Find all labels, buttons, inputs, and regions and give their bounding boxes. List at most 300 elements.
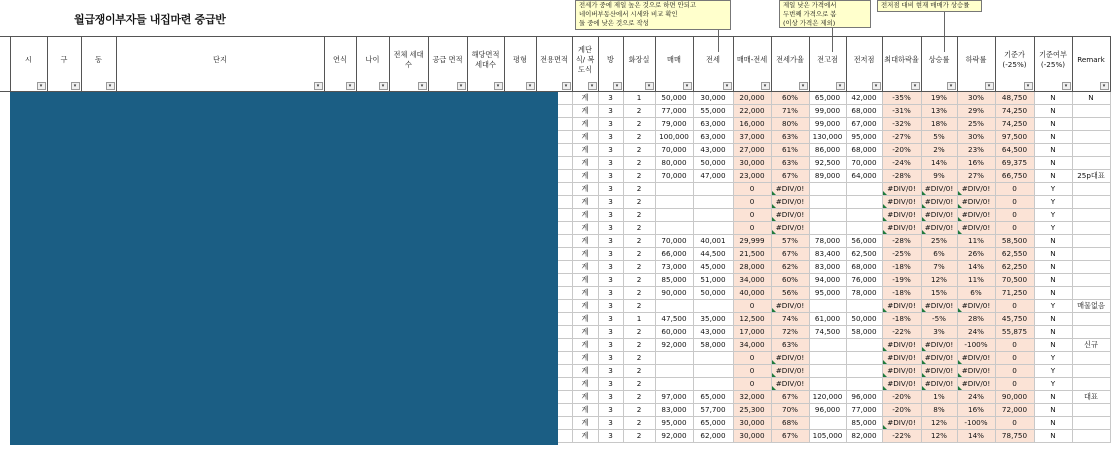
dropdown-filter-icon[interactable]: ▾ xyxy=(761,82,770,90)
table-cell[interactable]: 30,000 xyxy=(733,430,771,443)
table-cell[interactable]: 34,000 xyxy=(733,274,771,287)
table-cell[interactable]: 21,500 xyxy=(733,248,771,261)
table-cell[interactable]: 3 xyxy=(598,287,623,300)
table-cell[interactable]: 계 xyxy=(572,261,598,274)
table-cell[interactable]: 48,750 xyxy=(995,92,1034,105)
table-cell[interactable]: 12% xyxy=(921,430,957,443)
table-cell[interactable]: 3 xyxy=(598,105,623,118)
dropdown-filter-icon[interactable]: ▾ xyxy=(799,82,808,90)
table-cell[interactable]: #DIV/0! xyxy=(921,300,957,313)
column-header[interactable] xyxy=(598,37,623,92)
table-cell[interactable] xyxy=(655,209,693,222)
table-cell[interactable]: 63% xyxy=(771,131,809,144)
table-cell[interactable]: N xyxy=(1034,105,1072,118)
table-cell[interactable]: #DIV/0! xyxy=(957,300,995,313)
table-cell[interactable]: 2 xyxy=(623,287,655,300)
table-cell[interactable]: #DIV/0! xyxy=(921,378,957,391)
table-cell[interactable]: N xyxy=(1034,170,1072,183)
table-cell[interactable]: 27,000 xyxy=(733,144,771,157)
table-cell[interactable]: 44,500 xyxy=(693,248,733,261)
table-cell[interactable] xyxy=(1072,196,1110,209)
table-cell[interactable]: 34,000 xyxy=(733,339,771,352)
table-cell[interactable]: Y xyxy=(1034,365,1072,378)
table-cell[interactable]: 63,000 xyxy=(693,131,733,144)
table-cell[interactable]: 47,000 xyxy=(693,170,733,183)
table-cell[interactable]: -100% xyxy=(957,417,995,430)
table-cell[interactable]: #DIV/0! xyxy=(957,352,995,365)
table-cell[interactable]: 0 xyxy=(733,365,771,378)
table-cell[interactable]: 3 xyxy=(598,430,623,443)
table-cell[interactable]: #DIV/0! xyxy=(771,183,809,196)
dropdown-filter-icon[interactable]: ▾ xyxy=(379,82,388,90)
table-cell[interactable]: 77,000 xyxy=(655,105,693,118)
table-cell[interactable] xyxy=(655,196,693,209)
table-cell[interactable]: 계 xyxy=(572,105,598,118)
table-cell[interactable]: 1 xyxy=(623,313,655,326)
table-cell[interactable]: 82,000 xyxy=(846,430,882,443)
table-cell[interactable]: 매물없음 xyxy=(1072,300,1110,313)
table-cell[interactable] xyxy=(1072,118,1110,131)
table-cell[interactable]: 83,000 xyxy=(809,261,846,274)
table-cell[interactable]: 계 xyxy=(572,352,598,365)
table-cell[interactable]: 계 xyxy=(572,339,598,352)
table-cell[interactable]: 계 xyxy=(572,248,598,261)
column-header[interactable] xyxy=(324,37,356,92)
table-cell[interactable]: 28% xyxy=(957,313,995,326)
table-cell[interactable]: 2 xyxy=(623,144,655,157)
table-cell[interactable]: 계 xyxy=(572,170,598,183)
table-cell[interactable]: 62,000 xyxy=(693,430,733,443)
table-cell[interactable]: 2 xyxy=(623,196,655,209)
table-cell[interactable]: -27% xyxy=(882,131,921,144)
table-cell[interactable]: #DIV/0! xyxy=(921,352,957,365)
table-cell[interactable]: 55,000 xyxy=(693,105,733,118)
table-cell[interactable]: 14% xyxy=(957,430,995,443)
table-cell[interactable]: 74% xyxy=(771,313,809,326)
table-cell[interactable]: 0 xyxy=(995,378,1034,391)
table-cell[interactable]: #DIV/0! xyxy=(921,222,957,235)
table-cell[interactable]: N xyxy=(1034,157,1072,170)
column-header[interactable] xyxy=(995,37,1034,92)
table-cell[interactable] xyxy=(809,300,846,313)
table-cell[interactable] xyxy=(1072,144,1110,157)
table-cell[interactable]: 64,000 xyxy=(846,170,882,183)
table-cell[interactable]: 계 xyxy=(572,391,598,404)
table-cell[interactable]: 40,001 xyxy=(693,235,733,248)
table-cell[interactable]: N xyxy=(1072,92,1110,105)
table-cell[interactable]: 2% xyxy=(921,144,957,157)
table-cell[interactable]: 63,000 xyxy=(693,118,733,131)
table-cell[interactable]: 85,000 xyxy=(846,417,882,430)
table-cell[interactable]: 64,500 xyxy=(995,144,1034,157)
table-cell[interactable]: 3 xyxy=(598,339,623,352)
table-cell[interactable]: 8% xyxy=(921,404,957,417)
table-cell[interactable]: 15% xyxy=(921,287,957,300)
table-cell[interactable] xyxy=(809,365,846,378)
table-cell[interactable]: 99,000 xyxy=(809,118,846,131)
table-cell[interactable]: 0 xyxy=(995,417,1034,430)
table-cell[interactable] xyxy=(1072,313,1110,326)
table-cell[interactable]: 67% xyxy=(771,430,809,443)
table-cell[interactable]: 2 xyxy=(623,274,655,287)
table-cell[interactable] xyxy=(846,183,882,196)
table-cell[interactable]: 7% xyxy=(921,261,957,274)
table-cell[interactable]: 72% xyxy=(771,326,809,339)
table-cell[interactable]: 71,250 xyxy=(995,287,1034,300)
table-cell[interactable]: 95,000 xyxy=(809,287,846,300)
table-cell[interactable]: 32,000 xyxy=(733,391,771,404)
table-cell[interactable]: 16% xyxy=(957,404,995,417)
table-cell[interactable]: 6% xyxy=(957,287,995,300)
dropdown-filter-icon[interactable]: ▾ xyxy=(588,82,597,90)
table-cell[interactable]: #DIV/0! xyxy=(771,196,809,209)
table-cell[interactable]: 30% xyxy=(957,131,995,144)
table-cell[interactable]: 56,000 xyxy=(846,235,882,248)
table-cell[interactable]: -28% xyxy=(882,170,921,183)
table-cell[interactable]: 3 xyxy=(598,391,623,404)
table-cell[interactable]: 3 xyxy=(598,144,623,157)
table-cell[interactable]: 92,000 xyxy=(655,339,693,352)
table-cell[interactable]: 2 xyxy=(623,365,655,378)
table-cell[interactable]: -19% xyxy=(882,274,921,287)
table-cell[interactable]: 65,000 xyxy=(693,391,733,404)
table-cell[interactable]: 2 xyxy=(623,339,655,352)
table-cell[interactable]: -22% xyxy=(882,326,921,339)
table-cell[interactable]: 3 xyxy=(598,274,623,287)
table-cell[interactable]: 95,000 xyxy=(846,131,882,144)
table-cell[interactable]: 97,000 xyxy=(655,391,693,404)
table-cell[interactable]: 3 xyxy=(598,365,623,378)
table-cell[interactable]: 96,000 xyxy=(809,404,846,417)
table-cell[interactable] xyxy=(1072,209,1110,222)
table-cell[interactable]: 2 xyxy=(623,222,655,235)
table-cell[interactable]: -35% xyxy=(882,92,921,105)
dropdown-filter-icon[interactable]: ▾ xyxy=(872,82,881,90)
table-cell[interactable]: 16,000 xyxy=(733,118,771,131)
dropdown-filter-icon[interactable]: ▾ xyxy=(645,82,654,90)
table-cell[interactable] xyxy=(1072,326,1110,339)
table-cell[interactable]: N xyxy=(1034,313,1072,326)
table-cell[interactable] xyxy=(1072,352,1110,365)
table-cell[interactable] xyxy=(809,417,846,430)
column-header[interactable] xyxy=(10,37,47,92)
column-header[interactable] xyxy=(1072,37,1110,92)
table-cell[interactable]: 5% xyxy=(921,131,957,144)
table-cell[interactable]: 3 xyxy=(598,92,623,105)
table-cell[interactable]: 0 xyxy=(733,352,771,365)
table-cell[interactable]: 0 xyxy=(733,183,771,196)
dropdown-filter-icon[interactable]: ▾ xyxy=(562,82,571,90)
table-cell[interactable]: 58,500 xyxy=(995,235,1034,248)
table-cell[interactable]: 50,000 xyxy=(693,157,733,170)
table-cell[interactable]: 계 xyxy=(572,144,598,157)
table-cell[interactable] xyxy=(846,378,882,391)
table-cell[interactable]: 78,000 xyxy=(846,287,882,300)
table-cell[interactable]: Y xyxy=(1034,196,1072,209)
table-cell[interactable]: 78,000 xyxy=(809,235,846,248)
table-cell[interactable]: 0 xyxy=(995,352,1034,365)
table-cell[interactable]: 77,000 xyxy=(846,404,882,417)
table-cell[interactable] xyxy=(846,222,882,235)
table-cell[interactable]: 0 xyxy=(995,300,1034,313)
table-cell[interactable]: 16% xyxy=(957,157,995,170)
table-cell[interactable]: N xyxy=(1034,261,1072,274)
table-cell[interactable]: #DIV/0! xyxy=(921,209,957,222)
column-header[interactable] xyxy=(957,37,995,92)
table-cell[interactable]: 계 xyxy=(572,300,598,313)
table-cell[interactable]: 28,000 xyxy=(733,261,771,274)
table-cell[interactable]: 12% xyxy=(921,417,957,430)
column-header[interactable] xyxy=(921,37,957,92)
table-cell[interactable]: 70,000 xyxy=(655,235,693,248)
table-cell[interactable] xyxy=(1072,404,1110,417)
table-cell[interactable]: #DIV/0! xyxy=(882,196,921,209)
table-cell[interactable]: #DIV/0! xyxy=(921,183,957,196)
column-header[interactable] xyxy=(809,37,846,92)
dropdown-filter-icon[interactable]: ▾ xyxy=(314,82,323,90)
table-cell[interactable]: #DIV/0! xyxy=(957,196,995,209)
table-cell[interactable]: 3 xyxy=(598,313,623,326)
table-cell[interactable]: 6% xyxy=(921,248,957,261)
table-cell[interactable]: 계 xyxy=(572,157,598,170)
table-cell[interactable]: 3 xyxy=(598,209,623,222)
table-cell[interactable]: 65,000 xyxy=(809,92,846,105)
table-cell[interactable] xyxy=(1072,235,1110,248)
table-cell[interactable]: 35,000 xyxy=(693,313,733,326)
table-cell[interactable]: 66,000 xyxy=(655,248,693,261)
table-cell[interactable]: 계 xyxy=(572,313,598,326)
table-cell[interactable]: 86,000 xyxy=(809,144,846,157)
table-cell[interactable]: #DIV/0! xyxy=(882,222,921,235)
table-cell[interactable]: 2 xyxy=(623,131,655,144)
table-cell[interactable]: 62% xyxy=(771,261,809,274)
table-cell[interactable]: 계 xyxy=(572,404,598,417)
table-cell[interactable] xyxy=(809,339,846,352)
table-cell[interactable]: 70,000 xyxy=(655,170,693,183)
table-cell[interactable]: 12% xyxy=(921,274,957,287)
table-cell[interactable]: N xyxy=(1034,248,1072,261)
table-cell[interactable]: 0 xyxy=(733,300,771,313)
table-cell[interactable] xyxy=(1072,417,1110,430)
table-cell[interactable]: #DIV/0! xyxy=(957,183,995,196)
table-cell[interactable]: 3 xyxy=(598,261,623,274)
table-cell[interactable]: 25% xyxy=(921,235,957,248)
table-cell[interactable]: 58,000 xyxy=(693,339,733,352)
table-cell[interactable]: 51,000 xyxy=(693,274,733,287)
table-cell[interactable]: 80% xyxy=(771,118,809,131)
table-cell[interactable]: -20% xyxy=(882,391,921,404)
table-cell[interactable]: 계 xyxy=(572,209,598,222)
column-header[interactable] xyxy=(846,37,882,92)
table-cell[interactable]: 17,000 xyxy=(733,326,771,339)
table-cell[interactable]: 3 xyxy=(598,118,623,131)
table-cell[interactable]: 22,000 xyxy=(733,105,771,118)
table-cell[interactable]: 계 xyxy=(572,222,598,235)
dropdown-filter-icon[interactable]: ▾ xyxy=(526,82,535,90)
table-cell[interactable]: 30% xyxy=(957,92,995,105)
table-cell[interactable] xyxy=(693,183,733,196)
table-cell[interactable]: 30,000 xyxy=(733,417,771,430)
table-cell[interactable]: #DIV/0! xyxy=(882,352,921,365)
table-cell[interactable]: 계 xyxy=(572,131,598,144)
table-cell[interactable]: 계 xyxy=(572,326,598,339)
table-cell[interactable]: Y xyxy=(1034,378,1072,391)
table-cell[interactable]: 1 xyxy=(623,92,655,105)
table-cell[interactable]: 67,000 xyxy=(846,118,882,131)
dropdown-filter-icon[interactable]: ▾ xyxy=(71,82,80,90)
table-cell[interactable]: 62,250 xyxy=(995,261,1034,274)
table-cell[interactable]: 0 xyxy=(995,196,1034,209)
table-cell[interactable]: #DIV/0! xyxy=(882,209,921,222)
table-cell[interactable]: #DIV/0! xyxy=(921,365,957,378)
column-header[interactable] xyxy=(428,37,467,92)
table-cell[interactable]: 68,000 xyxy=(846,261,882,274)
table-cell[interactable]: -18% xyxy=(882,313,921,326)
table-cell[interactable] xyxy=(1072,430,1110,443)
table-cell[interactable]: 0 xyxy=(733,209,771,222)
table-cell[interactable]: 63% xyxy=(771,157,809,170)
table-cell[interactable]: #DIV/0! xyxy=(882,300,921,313)
table-cell[interactable]: 3 xyxy=(598,378,623,391)
column-header[interactable] xyxy=(467,37,504,92)
table-cell[interactable]: 0 xyxy=(995,222,1034,235)
table-cell[interactable]: 50,000 xyxy=(693,287,733,300)
table-cell[interactable]: 97,500 xyxy=(995,131,1034,144)
table-cell[interactable]: 2 xyxy=(623,417,655,430)
table-cell[interactable]: Y xyxy=(1034,352,1072,365)
table-cell[interactable] xyxy=(655,222,693,235)
table-cell[interactable]: 63% xyxy=(771,339,809,352)
dropdown-filter-icon[interactable]: ▾ xyxy=(911,82,920,90)
table-cell[interactable]: -20% xyxy=(882,144,921,157)
dropdown-filter-icon[interactable]: ▾ xyxy=(947,82,956,90)
table-cell[interactable] xyxy=(1072,274,1110,287)
table-cell[interactable]: 3 xyxy=(598,157,623,170)
table-cell[interactable]: 2 xyxy=(623,378,655,391)
table-cell[interactable]: 70,000 xyxy=(846,157,882,170)
table-cell[interactable]: 2 xyxy=(623,430,655,443)
column-header[interactable] xyxy=(81,37,116,92)
table-cell[interactable]: 29,999 xyxy=(733,235,771,248)
table-cell[interactable]: 47,500 xyxy=(655,313,693,326)
table-cell[interactable] xyxy=(846,352,882,365)
dropdown-filter-icon[interactable]: ▾ xyxy=(457,82,466,90)
table-cell[interactable]: 3 xyxy=(598,326,623,339)
table-cell[interactable]: #DIV/0! xyxy=(771,209,809,222)
table-cell[interactable]: 24% xyxy=(957,326,995,339)
table-cell[interactable]: 13% xyxy=(921,105,957,118)
table-cell[interactable]: N xyxy=(1034,404,1072,417)
table-cell[interactable]: 대표 xyxy=(1072,391,1110,404)
table-cell[interactable]: -18% xyxy=(882,287,921,300)
table-cell[interactable]: 43,000 xyxy=(693,144,733,157)
table-cell[interactable]: 11% xyxy=(957,274,995,287)
table-cell[interactable] xyxy=(1072,365,1110,378)
table-cell[interactable]: 130,000 xyxy=(809,131,846,144)
table-cell[interactable]: 90,000 xyxy=(655,287,693,300)
table-cell[interactable]: 68,000 xyxy=(846,105,882,118)
table-cell[interactable] xyxy=(1072,183,1110,196)
table-cell[interactable]: 12,500 xyxy=(733,313,771,326)
table-cell[interactable]: N xyxy=(1034,118,1072,131)
table-cell[interactable]: Y xyxy=(1034,222,1072,235)
table-cell[interactable]: 100,000 xyxy=(655,131,693,144)
table-cell[interactable] xyxy=(846,209,882,222)
table-cell[interactable]: 계 xyxy=(572,287,598,300)
table-cell[interactable] xyxy=(655,300,693,313)
table-cell[interactable]: 78,750 xyxy=(995,430,1034,443)
table-cell[interactable]: 26% xyxy=(957,248,995,261)
table-cell[interactable]: 3 xyxy=(598,248,623,261)
table-cell[interactable]: #DIV/0! xyxy=(882,365,921,378)
table-cell[interactable]: -22% xyxy=(882,430,921,443)
table-cell[interactable]: #DIV/0! xyxy=(921,196,957,209)
column-header[interactable] xyxy=(389,37,428,92)
dropdown-filter-icon[interactable]: ▾ xyxy=(1100,82,1109,90)
table-cell[interactable] xyxy=(1072,105,1110,118)
table-cell[interactable]: 2 xyxy=(623,300,655,313)
table-cell[interactable]: 70,000 xyxy=(655,144,693,157)
table-cell[interactable] xyxy=(1072,131,1110,144)
dropdown-filter-icon[interactable]: ▾ xyxy=(1024,82,1033,90)
table-cell[interactable] xyxy=(809,222,846,235)
table-cell[interactable]: -28% xyxy=(882,235,921,248)
table-cell[interactable]: 68% xyxy=(771,417,809,430)
table-cell[interactable]: 0 xyxy=(995,183,1034,196)
table-cell[interactable]: 3 xyxy=(598,300,623,313)
table-cell[interactable]: 57,700 xyxy=(693,404,733,417)
table-cell[interactable]: 2 xyxy=(623,105,655,118)
dropdown-filter-icon[interactable]: ▾ xyxy=(106,82,115,90)
dropdown-filter-icon[interactable]: ▾ xyxy=(346,82,355,90)
table-cell[interactable] xyxy=(846,365,882,378)
column-header[interactable] xyxy=(356,37,389,92)
table-cell[interactable] xyxy=(655,378,693,391)
table-cell[interactable]: N xyxy=(1034,274,1072,287)
table-cell[interactable]: 37,000 xyxy=(733,131,771,144)
table-cell[interactable]: 50,000 xyxy=(655,92,693,105)
table-cell[interactable]: 계 xyxy=(572,92,598,105)
table-cell[interactable]: 90,000 xyxy=(995,391,1034,404)
table-cell[interactable]: 2 xyxy=(623,235,655,248)
table-cell[interactable]: 89,000 xyxy=(809,170,846,183)
table-cell[interactable]: 96,000 xyxy=(846,391,882,404)
column-header[interactable] xyxy=(733,37,771,92)
table-cell[interactable]: N xyxy=(1034,235,1072,248)
table-cell[interactable]: 23% xyxy=(957,144,995,157)
table-cell[interactable]: 0 xyxy=(733,378,771,391)
table-cell[interactable]: Y xyxy=(1034,300,1072,313)
table-cell[interactable] xyxy=(1072,248,1110,261)
table-cell[interactable]: 0 xyxy=(995,209,1034,222)
table-cell[interactable] xyxy=(693,300,733,313)
table-cell[interactable]: 2 xyxy=(623,326,655,339)
table-cell[interactable]: 25% xyxy=(957,118,995,131)
table-cell[interactable] xyxy=(809,209,846,222)
table-cell[interactable] xyxy=(693,209,733,222)
table-cell[interactable] xyxy=(1072,261,1110,274)
table-cell[interactable]: 19% xyxy=(921,92,957,105)
table-cell[interactable]: 25,300 xyxy=(733,404,771,417)
table-cell[interactable] xyxy=(809,183,846,196)
table-cell[interactable]: N xyxy=(1034,430,1072,443)
table-cell[interactable]: #DIV/0! xyxy=(957,365,995,378)
dropdown-filter-icon[interactable]: ▾ xyxy=(1062,82,1071,90)
table-cell[interactable]: 계 xyxy=(572,417,598,430)
table-cell[interactable]: 68,000 xyxy=(846,144,882,157)
table-cell[interactable]: 105,000 xyxy=(809,430,846,443)
table-cell[interactable]: 23,000 xyxy=(733,170,771,183)
